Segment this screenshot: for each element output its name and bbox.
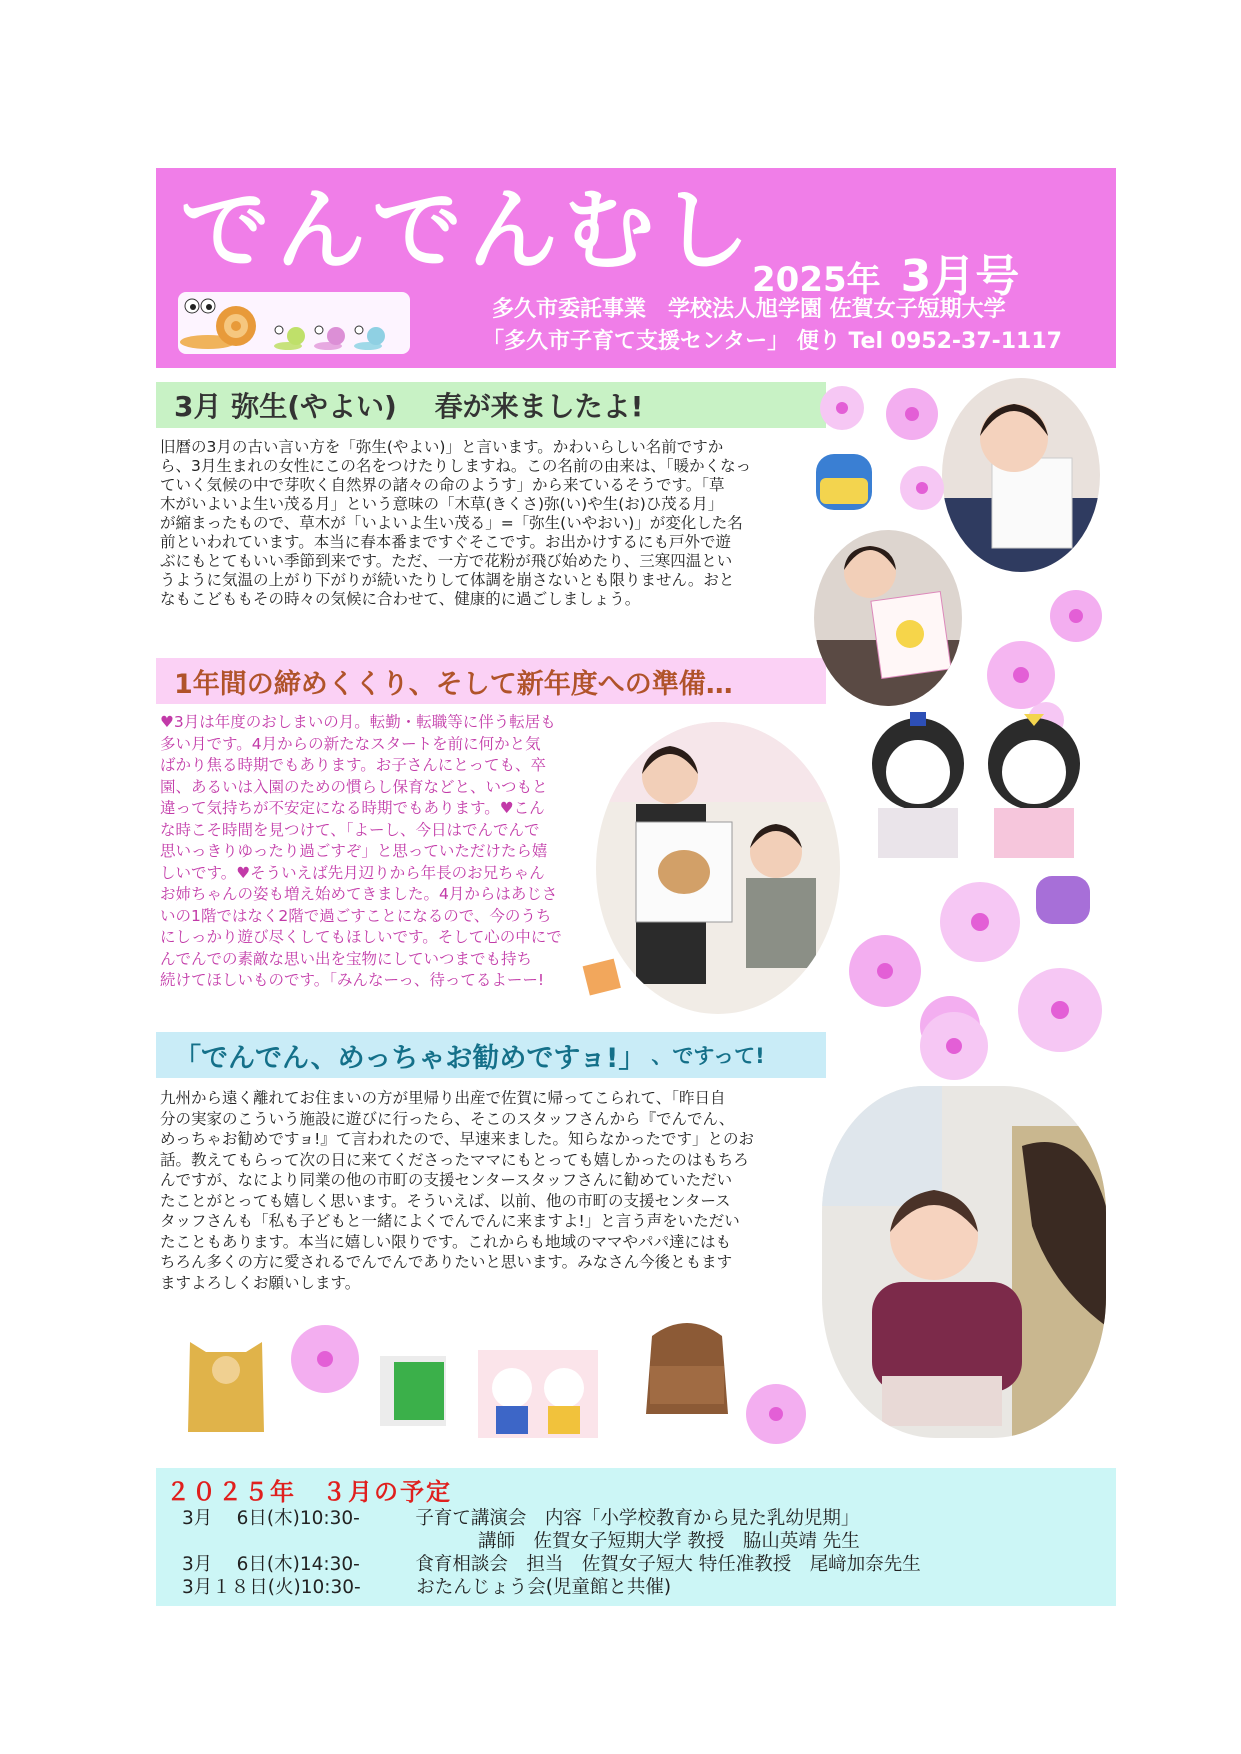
paragraph-line: お姉ちゃんの姿も増え始めてきました。4月からはあじさ [160, 885, 558, 903]
child-photo-icon [942, 378, 1100, 572]
paragraph-line: 違って気持ちが不安定になる時期でもあります。♥こん [160, 799, 545, 817]
paragraph-line: ぶにもとてもいい季節到来です。ただ、一方で花粉が飛び始めたり、三寒四温とい [160, 552, 733, 570]
section-body-march [160, 438, 808, 609]
snail-logo [178, 292, 410, 354]
schedule-row: 3月 6日(木)10:30- 子育て講演会 内容「小学校教育から見た乳幼児期」 [182, 1508, 860, 1529]
paragraph-line: ♥3月は年度のおしまいの月。転勤・転職等に伴う転居も [160, 713, 556, 731]
paragraph-line: 話。教えてもらって次の日に来てくださったママにもとっても嬉しかったのはもちろ [160, 1150, 749, 1169]
origami-book-icon [582, 956, 626, 1000]
paragraph-line: ら、3月生まれの女性にこの名をつけたりしますね。この名前の由来は、「暖かくなっ [160, 457, 752, 475]
origami-flower-icon [282, 1316, 368, 1402]
paragraph-line: ますよろしくお願いします。 [160, 1273, 361, 1292]
paragraph-line: 前といわれています。本当に春本番まですぐそこです。お出かけするにも戸外で遊 [160, 533, 732, 551]
paragraph-line: ていく気候の中で芽吹く自然界の諸々の命のようす」から来ているそうです。「草 [160, 476, 725, 494]
header-banner [156, 168, 1116, 368]
paragraph-line: たこともあります。本当に嬉しい限りです。これからも地域のママやパパ達にはも [160, 1232, 732, 1251]
paragraph-line: うように気温の上がり下がりが続いたりして体調を崩さないとも限りません。おと [160, 571, 735, 589]
origami-flowers-icon [812, 378, 948, 458]
schedule-row: 講師 佐賀女子短期大学 教授 脇山英靖 先生 [182, 1531, 860, 1552]
paragraph-line: んでんでの素敵な思い出を宝物にしていつまでも持ち [160, 949, 533, 968]
newsletter-title: でんでんむし [180, 178, 756, 283]
origami-flower-icon [976, 630, 1066, 720]
snail-family-icon [178, 292, 410, 354]
section-heading-march: 3月 弥生(やよい) 春が来ましたよ! [156, 382, 826, 428]
paragraph-line: 旧暦の3月の古い言い方を「弥生(やよい)」と言います。かわいらしい名前ですか [160, 438, 724, 456]
origami-leather-backpack-icon [632, 1310, 742, 1424]
paragraph-line: いの1階ではなく2階で過ごすことになるので、今のうち [160, 906, 552, 925]
sponsor-line-1: 多久市委託事業 学校法人旭学園 佐賀女子短期大学 [492, 297, 1006, 322]
paragraph-line: ばかり焦る時期でもあります。お子さんにとっても、卒 [160, 756, 546, 774]
paragraph-line: 木がいよいよ生い茂る月」という意味の「木草(きくさ)弥(い)や生(お)ひ茂る月」 [160, 495, 724, 513]
paragraph-line: 思いっきりゆったり過ごすぞ」と思っていただけたら嬉 [160, 842, 548, 860]
paragraph-line: 分の実家のこういう施設に遊びに行ったら、そこのスタッフさんから『でんでん、 [160, 1109, 735, 1128]
schedule-row: 3月 6日(木)14:30- 食育相談会 担当 佐賀女子短大 特任准教授 尾﨑加奈先生 [182, 1554, 921, 1575]
origami-flower-icon [840, 926, 930, 1016]
paragraph-line: 多い月です。4月からの新たなスタートを前に何かと気 [160, 734, 541, 753]
section-heading-year-end: 1年間の締めくくり、そして新年度への準備… [156, 658, 826, 704]
origami-rabbit-dolls-icon [478, 1350, 598, 1438]
paragraph-line: 続けてほしいものです。「みんなーっ、待ってるよーー! [160, 971, 545, 989]
heading-main: 「でんでん、めっちゃお勧めですョ!」 [174, 1042, 646, 1074]
paragraph-line: 九州から遠く離れてお住まいの方が里帰り出産で佐賀に帰ってこられて、「昨日自 [160, 1089, 726, 1107]
paragraph-line: が縮まったもので、草木が「いよいよ生い茂る」=「弥生(いやおい)」が変化した名 [160, 514, 743, 532]
issue-month: 3月号 [900, 251, 1020, 302]
issue-year: 2025年 [752, 260, 881, 300]
origami-green-book-icon [372, 1346, 458, 1436]
paragraph-line: めっちゃお勧めですョ!』て言われたので、早速来ました。知らなかったです」とのお [160, 1130, 754, 1148]
schedule-row: 3月１８日(火)10:30- おたんじょう会(児童館と共催) [182, 1577, 672, 1598]
paragraph-line: タッフさんも「私も子どもと一緒によくでんでんに来ますよ!」と言う声をいただい [160, 1212, 740, 1230]
origami-backpack-icon [812, 448, 962, 520]
paragraph-line: なもこどももその時々の気候に合わせて、健康的に過ごしましょう。 [160, 590, 641, 608]
section-body-year-end [160, 712, 594, 992]
schedule-title: ２０２５年 ３月の予定 [166, 1478, 452, 1506]
paragraph-line: な時こそ時間を見つけて、「よーし、今日はでんでんで [160, 820, 540, 839]
section-body-recommend [160, 1088, 808, 1293]
paragraph-line: たことがとっても嬉しく思います。そういえば、以前、他の市町の支援センタース [160, 1191, 731, 1210]
paragraph-line: んですが、なにより同業の他の市町の支援センタースタッフさんに勧めていただい [160, 1171, 733, 1189]
baby-photo-icon [822, 1086, 1106, 1438]
children-photo-icon [596, 722, 840, 1014]
photo-baby-and-mother [822, 1086, 1106, 1438]
paragraph-line: しいです。♥そういえば先月辺りから年長のお兄ちゃん [160, 863, 545, 882]
photo-child-pikachu-drawing [814, 530, 962, 706]
sponsor-line-2: 「多久市子育て支援センター」 便り Tel 0952-37-1117 [482, 329, 1062, 354]
origami-flower-icon [736, 1374, 816, 1454]
photo-two-children [596, 722, 840, 1014]
heading-suffix: 、ですって! [651, 1044, 765, 1068]
origami-hina-dolls-icon [848, 712, 1110, 862]
schedule-box [156, 1468, 1116, 1606]
paragraph-line: ちろん多くの方に愛されるでんでんでありたいと思います。みなさん今後ともます [160, 1253, 733, 1271]
origami-bear-icon [176, 1332, 276, 1444]
origami-flower-icon [906, 1004, 1002, 1088]
paragraph-line: にしっかり遊び尽くしてもほしいです。そして心の中にで [160, 928, 562, 946]
paragraph-line: 園、あるいは入園のための慣らし保育などと、いつもと [160, 777, 548, 796]
section-heading-recommend [156, 1032, 826, 1078]
photo-child-peace-sign [942, 378, 1100, 572]
child-photo-icon [814, 530, 962, 706]
